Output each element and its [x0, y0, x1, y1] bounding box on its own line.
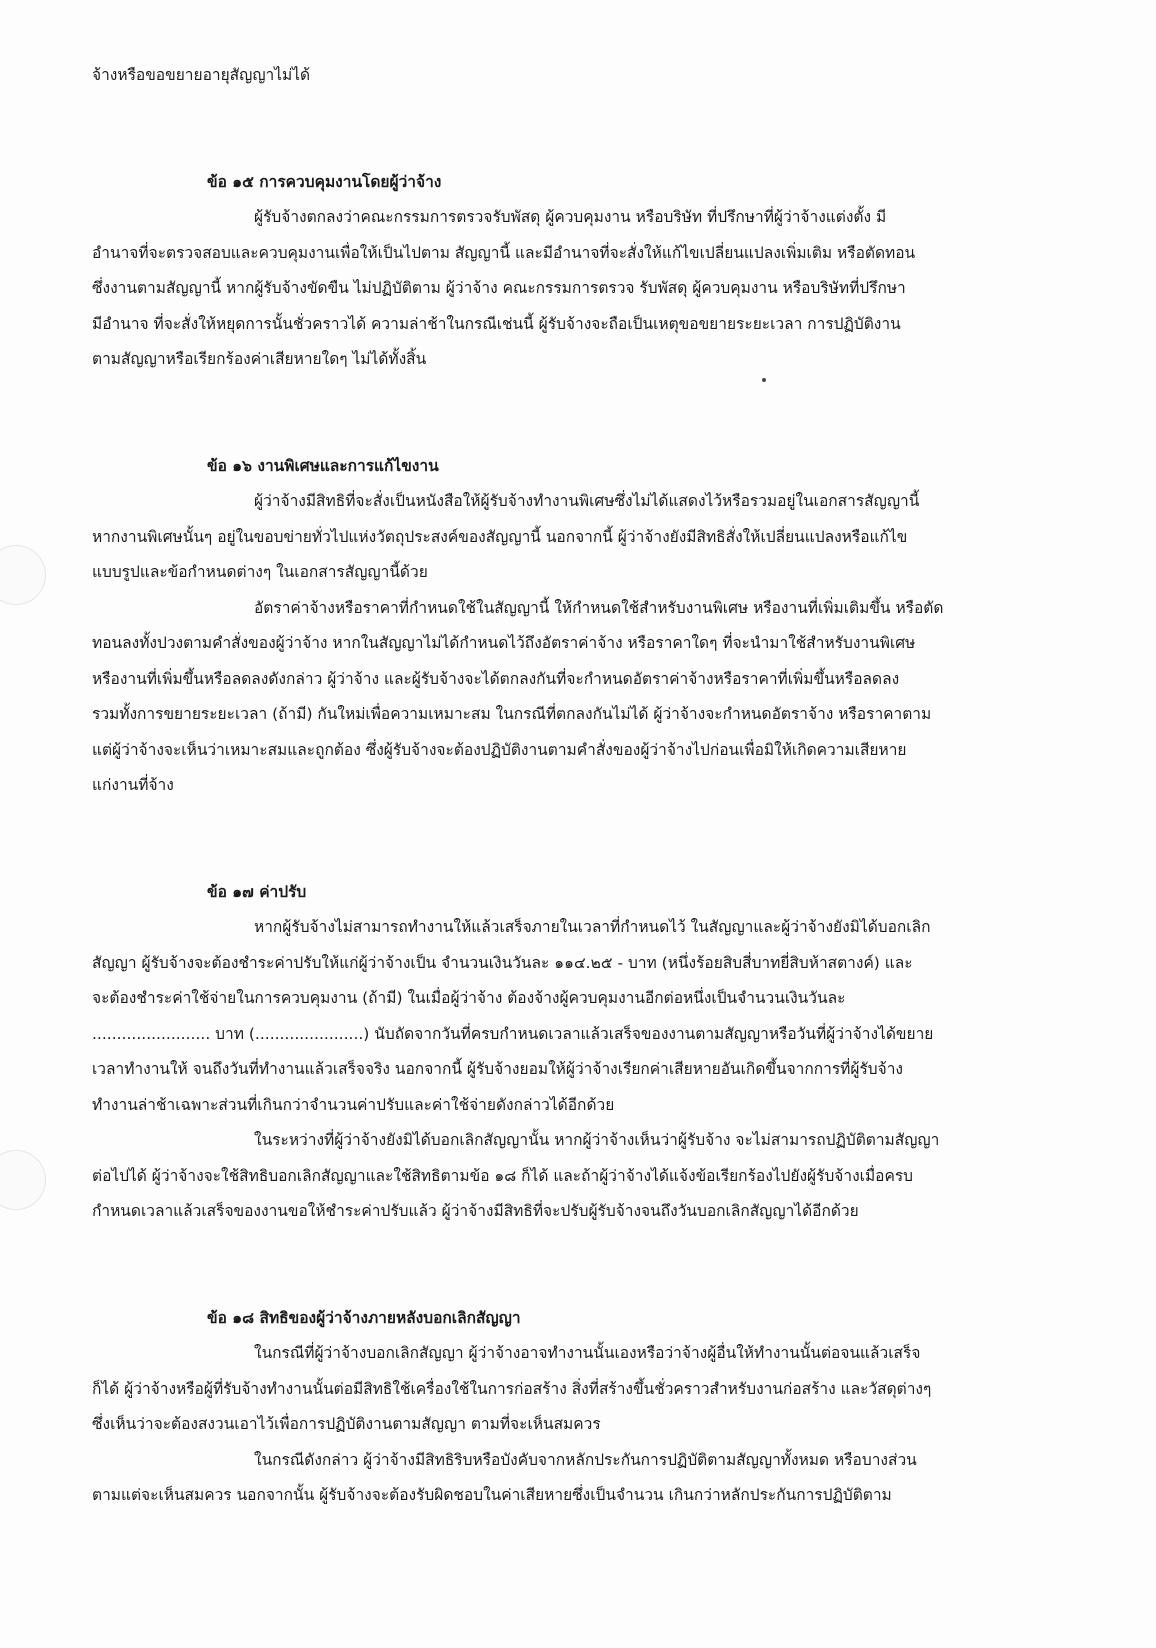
intro-line: จ้างหรือขอขยายอายุสัญญาไม่ได้ — [92, 66, 311, 84]
paragraph-line: มีอำนาจ ที่จะสั่งให้หยุดการนั้นชั่วคราวได้ ความล่าช้าในกรณีเช่นนี้ ผู้รับจ้างจะถือเป็นเหตุขอขยายระยะเวลา การปฏิบัติงาน — [92, 314, 901, 333]
paragraph-line: แก่งานที่จ้าง — [92, 776, 174, 794]
paragraph — [92, 484, 1067, 591]
paragraph-line: หากผู้รับจ้างไม่สามารถทำงานให้แล้วเสร็จภายในเวลาที่กำหนดไว้ ในสัญญาและผู้ว่าจ้างยังมิได้บอกเลิก — [254, 918, 931, 936]
paragraph-line: ต่อไปได้ ผู้ว่าจ้างจะใช้สิทธิบอกเลิกสัญญาและใช้สิทธิตามข้อ ๑๘ ก็ได้ และถ้าผู้ว่าจ้างได้แจ้งข้อเรียกร้องไปยังผู้รับจ้างเมื่อครบ — [92, 1166, 914, 1185]
paragraph — [92, 200, 1067, 378]
section-17 — [92, 875, 1067, 1230]
spacer — [92, 94, 1067, 165]
section-18 — [92, 1301, 1067, 1514]
paragraph-line: ตามแต่จะเห็นสมควร นอกจากนั้น ผู้รับจ้างจะต้องรับผิดชอบในค่าเสียหายซึ่งเป็นจำนวน เกินกว่าหลักประกันการปฏิบัติตาม — [92, 1486, 892, 1504]
document-body — [92, 58, 1067, 1514]
spacer — [92, 1230, 1067, 1301]
section-15 — [92, 165, 1067, 378]
paragraph-line: หากงานพิเศษนั้นๆ อยู่ในขอบข่ายทั่วไปแห่งวัตถุประสงค์ของสัญญานี้ นอกจากนี้ ผู้ว่าจ้างยังมีสิทธิสั่งให้เปลี่ยนแปลงหรือแก้ไข — [92, 527, 908, 546]
paragraph — [92, 910, 1067, 1123]
paragraph-line: ทอนลงทั้งปวงตามคำสั่งของผู้ว่าจ้าง หากในสัญญาไม่ได้กำหนดไว้ถึงอัตราค่าจ้าง หรือราคาใดๆ ที่จะนำมาใช้สำหรับงานพิเศษ — [92, 634, 916, 652]
punch-hole — [0, 545, 46, 605]
spacer — [92, 804, 1067, 875]
paragraph — [92, 591, 1067, 804]
paragraph-line: อัตราค่าจ้างหรือราคาที่กำหนดใช้ในสัญญานี้ ให้กำหนดใช้สำหรับงานพิเศษ หรืองานที่เพิ่มเติมขึ้น หรือตัด — [254, 598, 944, 617]
section-heading: ข้อ ๑๘ สิทธิของผู้ว่าจ้างภายหลังบอกเลิกสัญญา — [207, 1308, 521, 1327]
paragraph-line: รวมทั้งการขยายระยะเวลา (ถ้ามี) กันใหม่เพื่อความเหมาะสม ในกรณีที่ตกลงกันไม่ได้ ผู้ว่าจ้างจะกำหนดอัตราจ้าง หรือราคาตาม — [92, 705, 932, 723]
section-heading: ข้อ ๑๗ ค่าปรับ — [207, 882, 307, 901]
paragraph-line: กำหนดเวลาแล้วเสร็จของงานขอให้ชำระค่าปรับแล้ว ผู้ว่าจ้างมีสิทธิที่จะปรับผู้รับจ้างจนถึงวันบอกเลิกสัญญาได้อีกด้วย — [92, 1202, 859, 1220]
paragraph-line: ในระหว่างที่ผู้ว่าจ้างยังมิได้บอกเลิกสัญญานั้น หากผู้ว่าจ้างเห็นว่าผู้รับจ้าง จะไม่สามารถปฏิบัติตามสัญญา — [254, 1131, 940, 1149]
paragraph-line: แบบรูปและข้อกำหนดต่างๆ ในเอกสารสัญญานี้ด้วย — [92, 563, 428, 581]
paragraph-line: ตามสัญญาหรือเรียกร้องค่าเสียหายใดๆ ไม่ได้ทั้งสิ้น — [92, 350, 427, 368]
paragraph-line: ผู้รับจ้างตกลงว่าคณะกรรมการตรวจรับพัสดุ ผู้ควบคุมงาน หรือบริษัท ที่ปรึกษาที่ผู้ว่าจ้างแต่งตั้ง มี — [254, 208, 887, 226]
section-heading: ข้อ ๑๖ งานพิเศษและการแก้ไขงาน — [207, 456, 439, 475]
section-16 — [92, 449, 1067, 804]
paragraph-line: ก็ได้ ผู้ว่าจ้างหรือผู้ที่รับจ้างทำงานนั้นต่อมีสิทธิใช้เครื่องใช้ในการก่อสร้าง สิ่งที่สร้างขึ้นชั่วคราวสำหรับงานก่อสร้าง และวัสดุต่างๆ — [92, 1379, 932, 1398]
paragraph — [92, 1443, 1067, 1514]
paragraph-line: ในกรณีดังกล่าว ผู้ว่าจ้างมีสิทธิริบหรือบังคับจากหลักประกันการปฏิบัติตามสัญญาทั้งหมด หรือบางส่วน — [254, 1450, 917, 1469]
paragraph-line: ผู้ว่าจ้างมีสิทธิที่จะสั่งเป็นหนังสือให้ผู้รับจ้างทำงานพิเศษซึ่งไม่ได้แสดงไว้หรือรวมอยู่ในเอกสารสัญญานี้ — [254, 492, 920, 510]
paragraph-line: ........................ บาท (......................) นับถัดจากวันที่ครบกำหนดเวลาแล้วเสร็จของงานตามสัญญาหรือวันที่ผู้ว่าจ้างได้ขยาย — [92, 1024, 934, 1043]
paragraph-line: หรืองานที่เพิ่มขึ้นหรือลดลงดังกล่าว ผู้ว่าจ้าง และผู้รับจ้างจะได้ตกลงกันที่จะกำหนดอัตราค่าจ้างหรือราคาที่เพิ่มขึ้นหรือลดลง — [92, 669, 900, 688]
paragraph-line: จะต้องชำระค่าใช้จ่ายในการควบคุมงาน (ถ้ามี) ในเมื่อผู้ว่าจ้าง ต้องจ้างผู้ควบคุมงานอีกต่อหนึ่งเป็นจำนวนเงินวันละ — [92, 989, 846, 1007]
punch-hole — [0, 1150, 46, 1210]
paragraph-line: แต่ผู้ว่าจ้างจะเห็นว่าเหมาะสมและถูกต้อง ซึ่งผู้รับจ้างจะต้องปฏิบัติงานตามคำสั่งของผู้ว่าจ้างไปก่อนเพื่อมิให้เกิดความเสียหาย — [92, 740, 907, 759]
paragraph-line: ซึ่งงานตามสัญญานี้ หากผู้รับจ้างขัดขืน ไม่ปฏิบัติตาม ผู้ว่าจ้าง คณะกรรมการตรวจ รับพัสดุ ผู้ควบคุมงาน หรือบริษัทที่ปรึกษา — [92, 279, 906, 297]
paragraph-line: ซึ่งเห็นว่าจะต้องสงวนเอาไว้เพื่อการปฏิบัติงานตามสัญญา ตามที่จะเห็นสมควร — [92, 1415, 601, 1433]
spacer — [92, 378, 1067, 449]
paragraph — [92, 1123, 1067, 1230]
paragraph-line: สัญญา ผู้รับจ้างจะต้องชำระค่าปรับให้แก่ผู้ว่าจ้างเป็น จำนวนเงินวันละ ๑๑๔.๒๕ - บาท (หนึ่งร้อยสิบสี่บาทยี่สิบห้าสตางค์) และ — [92, 953, 913, 972]
section-heading: ข้อ ๑๕ การควบคุมงานโดยผู้ว่าจ้าง — [207, 172, 442, 191]
paragraph — [92, 1336, 1067, 1443]
paragraph-line: เวลาทำงานให้ จนถึงวันที่ทำงานแล้วเสร็จจริง นอกจากนี้ ผู้รับจ้างยอมให้ผู้ว่าจ้างเรียกค่าเสียหายอันเกิดขึ้นจากการที่ผู้รับจ้าง — [92, 1060, 903, 1078]
paragraph-line: อำนาจที่จะตรวจสอบและควบคุมงานเพื่อให้เป็นไปตาม สัญญานี้ และมีอำนาจที่จะสั่งให้แก้ไขเปลี่ยนแปลงเพิ่มเติม หรือตัดทอน — [92, 243, 916, 262]
paragraph-line: ในกรณีที่ผู้ว่าจ้างบอกเลิกสัญญา ผู้ว่าจ้างอาจทำงานนั้นเองหรือว่าจ้างผู้อื่นให้ทำงานนั้นต่อจนแล้วเสร็จ — [254, 1344, 921, 1362]
paragraph-line: ทำงานล่าช้าเฉพาะส่วนที่เกินกว่าจำนวนค่าปรับและค่าใช้จ่ายดังกล่าวได้อีกด้วย — [92, 1095, 615, 1114]
